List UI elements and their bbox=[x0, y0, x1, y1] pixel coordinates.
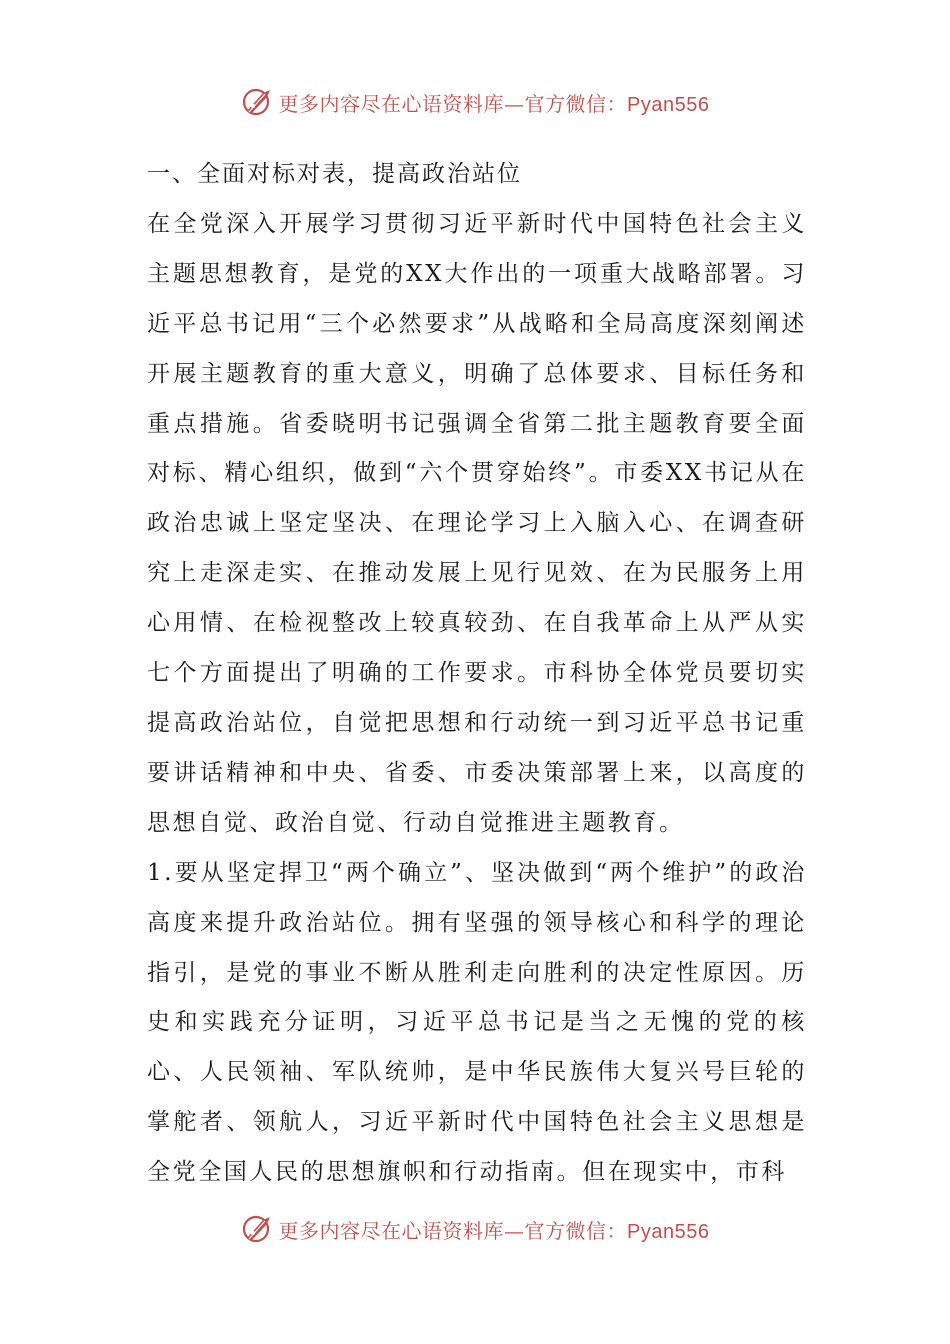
numbered-paragraph: 1.要从坚定捍卫“两个确立”、坚决做到“两个维护”的政治高度来提升政治站位。拥有坚强的领导核心和科学的理论指引，是党的事业不断从胜利走向胜利的决定性原因。历史和实践充分证明，习近平总书记是当之无愧的党的核心、人民领袖、军队统帅，是中华民族伟大复兴号巨轮的掌舵者、领航人，习近平新时代中国特色社会主义思想是全党全国人民的思想旗帜和行动指南。但在现实中，市科 bbox=[147, 859, 807, 1186]
body-paragraph: 在全党深入开展学习贯彻习近平新时代中国特色社会主义主题思想教育，是党的XX大作出的一项重大战略部署。习近平总书记用“三个必然要求”从战略和全局高度深刻阐述开展主题教育的重大意义，明确了总体要求、目标任务和重点措施。省委晓明书记强调全省第二批主题教育要全面对标、精心组织，做到“六个贯穿始终”。市委XX书记从在政治忠诚上坚定坚决、在理论学习上入脑入心、在调查研究上走深走实、在推动发展上见行见效、在为民服务上用心用情、在检视整改上较真较劲、在自我革命上从严从实七个方面提出了明确的工作要求。市科协全体党员要切实提高政治站位，自觉把思想和行动统一到习近平总书记重要讲话精神和中央、省委、市委决策部署上来，以高度的思想自觉、政治自觉、行动自觉推进主题教育。 bbox=[147, 210, 807, 836]
section-heading: 一、全面对标对表，提高政治站位 bbox=[147, 161, 522, 187]
pen-nib-logo-icon bbox=[241, 85, 275, 119]
watermark-prefix: 更多内容尽在心语资料库—官方微信： bbox=[278, 91, 628, 116]
watermark-prefix: 更多内容尽在心语资料库—官方微信： bbox=[278, 1218, 628, 1243]
header-watermark-banner bbox=[0, 80, 950, 124]
wechat-id: Pyan556 bbox=[627, 1220, 710, 1243]
pen-nib-logo-icon bbox=[241, 1212, 275, 1246]
watermark-text bbox=[279, 1215, 710, 1244]
watermark-text bbox=[279, 88, 710, 117]
wechat-id: Pyan556 bbox=[627, 93, 710, 116]
document-body bbox=[147, 150, 807, 1198]
footer-watermark-banner bbox=[0, 1207, 950, 1251]
